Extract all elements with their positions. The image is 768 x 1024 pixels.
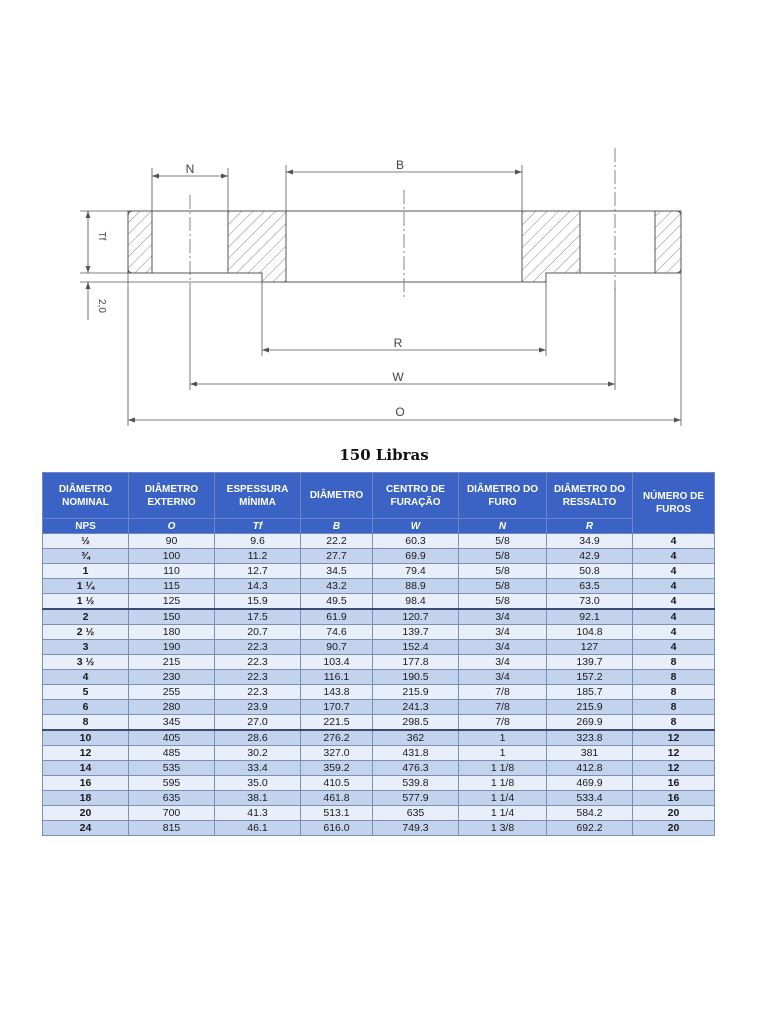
- table-cell: 61.9: [301, 609, 373, 625]
- table-row: [43, 761, 715, 776]
- table-cell: 327.0: [301, 746, 373, 761]
- table-cell: 577.9: [373, 791, 459, 806]
- table-row: [43, 791, 715, 806]
- table-cell: 8: [633, 685, 715, 700]
- table-cell: 635: [373, 806, 459, 821]
- table-cell: 49.5: [301, 594, 373, 610]
- subheader-o: O: [129, 519, 215, 534]
- table-cell: 177.8: [373, 655, 459, 670]
- table-cell: 120.7: [373, 609, 459, 625]
- table-cell: 20.7: [215, 625, 301, 640]
- table-cell: 125: [129, 594, 215, 610]
- flange-table-container: [42, 472, 714, 836]
- table-cell: 139.7: [373, 625, 459, 640]
- table-cell: 38.1: [215, 791, 301, 806]
- table-cell: 7/8: [459, 685, 547, 700]
- table-cell: 98.4: [373, 594, 459, 610]
- header-bolt-circle: CENTRO DE FURAÇÃO: [373, 473, 459, 519]
- table-cell: 14: [43, 761, 129, 776]
- table-cell: 476.3: [373, 761, 459, 776]
- table-cell: 8: [633, 670, 715, 685]
- table-row: [43, 776, 715, 791]
- table-cell: 90: [129, 534, 215, 549]
- table-cell: 241.3: [373, 700, 459, 715]
- table-cell: 5/8: [459, 549, 547, 564]
- table-row: [43, 685, 715, 700]
- header-number-of-holes: NÚMERO DE FUROS: [633, 473, 715, 534]
- table-cell: 7/8: [459, 700, 547, 715]
- table-cell: 3 ½: [43, 655, 129, 670]
- table-cell: 5/8: [459, 564, 547, 579]
- table-cell: 41.3: [215, 806, 301, 821]
- table-cell: 3/4: [459, 670, 547, 685]
- table-cell: 11.2: [215, 549, 301, 564]
- table-cell: 143.8: [301, 685, 373, 700]
- table-cell: 1 1/4: [459, 806, 547, 821]
- table-cell: 4: [633, 625, 715, 640]
- table-cell: 90.7: [301, 640, 373, 655]
- table-cell: 1 3/8: [459, 821, 547, 836]
- table-cell: 461.8: [301, 791, 373, 806]
- header-nominal-diameter: DIÂMETRO NOMINAL: [43, 473, 129, 519]
- table-cell: 12: [633, 746, 715, 761]
- table-cell: 362: [373, 730, 459, 746]
- table-cell: 381: [547, 746, 633, 761]
- table-cell: 4: [633, 534, 715, 549]
- table-cell: 34.5: [301, 564, 373, 579]
- table-cell: 221.5: [301, 715, 373, 731]
- table-body: [43, 534, 715, 836]
- table-cell: 269.9: [547, 715, 633, 731]
- table-cell: 412.8: [547, 761, 633, 776]
- table-cell: 323.8: [547, 730, 633, 746]
- table-cell: 1 ¼: [43, 579, 129, 594]
- table-cell: 595: [129, 776, 215, 791]
- subheader-nps: NPS: [43, 519, 129, 534]
- table-cell: 139.7: [547, 655, 633, 670]
- table-cell: 815: [129, 821, 215, 836]
- table-cell: 5/8: [459, 534, 547, 549]
- table-row: [43, 549, 715, 564]
- table-cell: 18: [43, 791, 129, 806]
- table-cell: 1: [43, 564, 129, 579]
- table-cell: 115: [129, 579, 215, 594]
- table-cell: 700: [129, 806, 215, 821]
- table-cell: 3/4: [459, 609, 547, 625]
- table-cell: 692.2: [547, 821, 633, 836]
- table-cell: 230: [129, 670, 215, 685]
- table-cell: 1: [459, 746, 547, 761]
- table-cell: 4: [633, 609, 715, 625]
- table-cell: 6: [43, 700, 129, 715]
- table-cell: 215: [129, 655, 215, 670]
- table-row: [43, 730, 715, 746]
- label-tf: Tf: [96, 231, 107, 241]
- table-cell: 180: [129, 625, 215, 640]
- hatch-bolt-left: [128, 211, 152, 273]
- table-cell: 103.4: [301, 655, 373, 670]
- table-cell: 14.3: [215, 579, 301, 594]
- table-row: [43, 609, 715, 625]
- table-cell: 69.9: [373, 549, 459, 564]
- table-row: [43, 821, 715, 836]
- table-cell: 513.1: [301, 806, 373, 821]
- table-cell: 276.2: [301, 730, 373, 746]
- table-cell: 255: [129, 685, 215, 700]
- table-cell: 2 ½: [43, 625, 129, 640]
- table-cell: 16: [43, 776, 129, 791]
- header-raised-face-diameter: DIÂMETRO DO RESSALTO: [547, 473, 633, 519]
- table-row: [43, 715, 715, 731]
- table-cell: 15.9: [215, 594, 301, 610]
- label-r: R: [393, 336, 403, 350]
- table-cell: 24: [43, 821, 129, 836]
- table-cell: 1 1/8: [459, 761, 547, 776]
- table-cell: 157.2: [547, 670, 633, 685]
- table-cell: 5/8: [459, 594, 547, 610]
- table-cell: 88.9: [373, 579, 459, 594]
- subheader-b: B: [301, 519, 373, 534]
- table-cell: 35.0: [215, 776, 301, 791]
- table-cell: 28.6: [215, 730, 301, 746]
- table-cell: 34.9: [547, 534, 633, 549]
- label-o: O: [395, 405, 405, 419]
- table-cell: 1 1/8: [459, 776, 547, 791]
- table-cell: 5/8: [459, 579, 547, 594]
- table-cell: 12: [633, 761, 715, 776]
- table-cell: 7/8: [459, 715, 547, 731]
- table-cell: 104.8: [547, 625, 633, 640]
- table-cell: 1 ½: [43, 594, 129, 610]
- flange-outline: [128, 211, 681, 282]
- table-cell: 20: [43, 806, 129, 821]
- table-cell: 22.3: [215, 685, 301, 700]
- table-cell: 170.7: [301, 700, 373, 715]
- header-minimum-thickness: ESPESSURA MÍNIMA: [215, 473, 301, 519]
- table-row: [43, 746, 715, 761]
- subheader-tf: Tf: [215, 519, 301, 534]
- table-cell: 4: [43, 670, 129, 685]
- table-cell: 4: [633, 594, 715, 610]
- table-row: [43, 655, 715, 670]
- table-cell: 2: [43, 609, 129, 625]
- header-hole-diameter: DIÂMETRO DO FURO: [459, 473, 547, 519]
- table-cell: 27.7: [301, 549, 373, 564]
- table-cell: ½: [43, 534, 129, 549]
- table-cell: 405: [129, 730, 215, 746]
- table-cell: 539.8: [373, 776, 459, 791]
- table-cell: 5: [43, 685, 129, 700]
- table-row: [43, 534, 715, 549]
- table-cell: 12.7: [215, 564, 301, 579]
- table-cell: 116.1: [301, 670, 373, 685]
- header-diameter: DIÂMETRO: [301, 473, 373, 519]
- table-cell: 584.2: [547, 806, 633, 821]
- table-cell: 3/4: [459, 640, 547, 655]
- table-cell: 22.2: [301, 534, 373, 549]
- table-cell: 74.6: [301, 625, 373, 640]
- flange-dimensions-table: [42, 472, 715, 836]
- table-row: [43, 806, 715, 821]
- table-cell: 43.2: [301, 579, 373, 594]
- table-cell: 485: [129, 746, 215, 761]
- table-cell: 190.5: [373, 670, 459, 685]
- table-row: [43, 579, 715, 594]
- table-cell: 635: [129, 791, 215, 806]
- label-w: W: [392, 370, 404, 384]
- hatch-bolt-right: [655, 211, 681, 273]
- table-cell: 533.4: [547, 791, 633, 806]
- table-cell: 50.8: [547, 564, 633, 579]
- table-cell: 469.9: [547, 776, 633, 791]
- table-cell: 749.3: [373, 821, 459, 836]
- label-b: B: [395, 158, 405, 172]
- table-row: [43, 670, 715, 685]
- table-cell: 152.4: [373, 640, 459, 655]
- table-cell: 8: [633, 655, 715, 670]
- table-cell: 4: [633, 640, 715, 655]
- table-cell: 3/4: [459, 655, 547, 670]
- table-cell: 127: [547, 640, 633, 655]
- table-cell: 100: [129, 549, 215, 564]
- label-2-0: 2,0: [96, 299, 107, 313]
- table-cell: 4: [633, 564, 715, 579]
- table-cell: 215.9: [547, 700, 633, 715]
- table-cell: 280: [129, 700, 215, 715]
- table-cell: ¾: [43, 549, 129, 564]
- table-cell: 92.1: [547, 609, 633, 625]
- table-cell: 46.1: [215, 821, 301, 836]
- table-cell: 431.8: [373, 746, 459, 761]
- table-cell: 79.4: [373, 564, 459, 579]
- table-cell: 73.0: [547, 594, 633, 610]
- table-cell: 4: [633, 549, 715, 564]
- table-cell: 12: [43, 746, 129, 761]
- table-row: [43, 640, 715, 655]
- table-title: 150 Libras: [339, 446, 429, 464]
- label-n: N: [185, 162, 195, 176]
- table-cell: 1: [459, 730, 547, 746]
- table-cell: 150: [129, 609, 215, 625]
- table-cell: 345: [129, 715, 215, 731]
- table-cell: 410.5: [301, 776, 373, 791]
- table-cell: 22.3: [215, 655, 301, 670]
- subheader-w: W: [373, 519, 459, 534]
- table-cell: 42.9: [547, 549, 633, 564]
- table-row: [43, 625, 715, 640]
- table-cell: 17.5: [215, 609, 301, 625]
- table-cell: 30.2: [215, 746, 301, 761]
- table-cell: 16: [633, 791, 715, 806]
- table-cell: 20: [633, 821, 715, 836]
- table-row: [43, 700, 715, 715]
- table-row: [43, 594, 715, 610]
- table-cell: 110: [129, 564, 215, 579]
- subheader-r: R: [547, 519, 633, 534]
- table-cell: 16: [633, 776, 715, 791]
- table-cell: 535: [129, 761, 215, 776]
- flange-drawing: [0, 0, 768, 440]
- table-cell: 359.2: [301, 761, 373, 776]
- table-cell: 215.9: [373, 685, 459, 700]
- table-cell: 8: [43, 715, 129, 731]
- table-cell: 1 1/4: [459, 791, 547, 806]
- table-cell: 8: [633, 700, 715, 715]
- table-cell: 20: [633, 806, 715, 821]
- table-cell: 3/4: [459, 625, 547, 640]
- subheader-n: N: [459, 519, 547, 534]
- table-cell: 3: [43, 640, 129, 655]
- table-cell: 60.3: [373, 534, 459, 549]
- header-external-diameter: DIÂMETRO EXTERNO: [129, 473, 215, 519]
- table-cell: 33.4: [215, 761, 301, 776]
- table-cell: 23.9: [215, 700, 301, 715]
- table-cell: 12: [633, 730, 715, 746]
- hatch-section-left: [228, 211, 286, 282]
- table-cell: 9.6: [215, 534, 301, 549]
- table-cell: 616.0: [301, 821, 373, 836]
- table-cell: 22.3: [215, 670, 301, 685]
- table-cell: 8: [633, 715, 715, 731]
- table-cell: 185.7: [547, 685, 633, 700]
- table-row: [43, 564, 715, 579]
- table-cell: 190: [129, 640, 215, 655]
- table-cell: 298.5: [373, 715, 459, 731]
- table-cell: 63.5: [547, 579, 633, 594]
- table-cell: 10: [43, 730, 129, 746]
- table-cell: 22.3: [215, 640, 301, 655]
- table-cell: 27.0: [215, 715, 301, 731]
- table-cell: 4: [633, 579, 715, 594]
- hatch-section-right: [522, 211, 580, 282]
